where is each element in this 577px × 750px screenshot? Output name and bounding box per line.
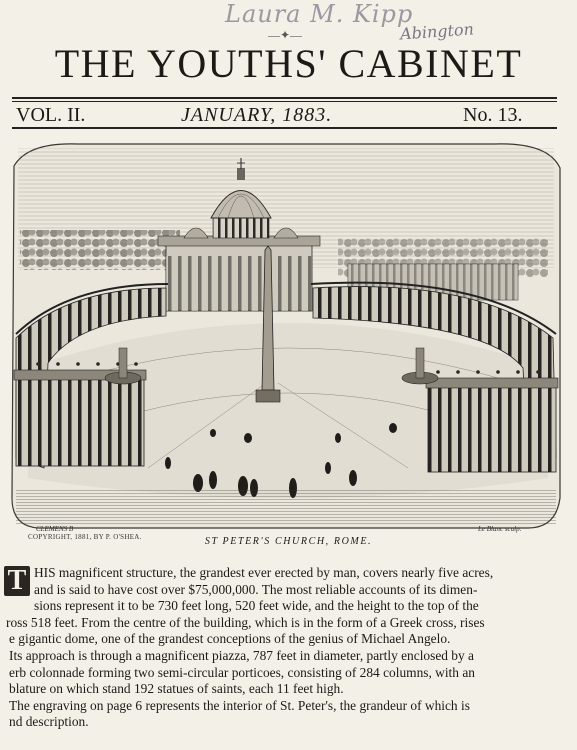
engraver-signature: CLEMENS B [36, 525, 74, 533]
masthead-ornament: —✦— [268, 28, 303, 42]
article-line: and is said to have cost over $75,000,000. The most reliable accounts of its dimen- [34, 581, 478, 597]
article-line: nd description. [9, 714, 89, 730]
handwritten-place-name: Abington [399, 19, 475, 44]
article-line: Its approach is through a magnificent piazza, 787 feet in diameter, partly enclosed by a [9, 647, 474, 663]
handwritten-signature: Laura M. Kipp [225, 0, 414, 28]
article-line: blature on which stand 192 statues of saints, each 11 feet high. [9, 681, 344, 697]
article-line: sions represent it to be 730 feet long, 520 feet wide, and the height to the top of the [34, 598, 479, 614]
article-line: ross 518 feet. From the centre of the building, which is in the form of a Greek cross, rises [6, 614, 485, 630]
illustration-caption: ST PETER'S CHURCH, ROME. [204, 536, 373, 547]
article-line: HIS magnificent structure, the grandest ever erected by man, covers nearly five acres, [34, 565, 494, 580]
article-line: erb colonnade forming two semi-circular porticoes, consisting of 284 columns, with an [9, 664, 475, 680]
masthead-rule-bottom [12, 127, 557, 129]
issue-date: JANUARY, 1883. [181, 104, 333, 126]
st-peters-engraving [8, 138, 564, 530]
engraver-signature-right: Le Blanc sculp. [478, 525, 522, 533]
drop-cap: T [4, 566, 30, 596]
volume-label: VOL. II. [16, 104, 86, 126]
copyright-notice: COPYRIGHT, 1881, BY P. O'SHEA. [28, 533, 142, 541]
issue-number: No. 13. [463, 104, 523, 126]
masthead-rule-thin [12, 101, 557, 102]
article-line: e gigantic dome, one of the grandest conceptions of the genius of Michael Angelo. [9, 631, 451, 647]
article-line: The engraving on page 6 represents the interior of St. Peter's, the grandeur of which is [9, 697, 470, 713]
article-body [6, 565, 571, 731]
masthead-title: THE YOUTHS' CABINET [54, 41, 523, 86]
masthead-rule-top [12, 97, 557, 99]
